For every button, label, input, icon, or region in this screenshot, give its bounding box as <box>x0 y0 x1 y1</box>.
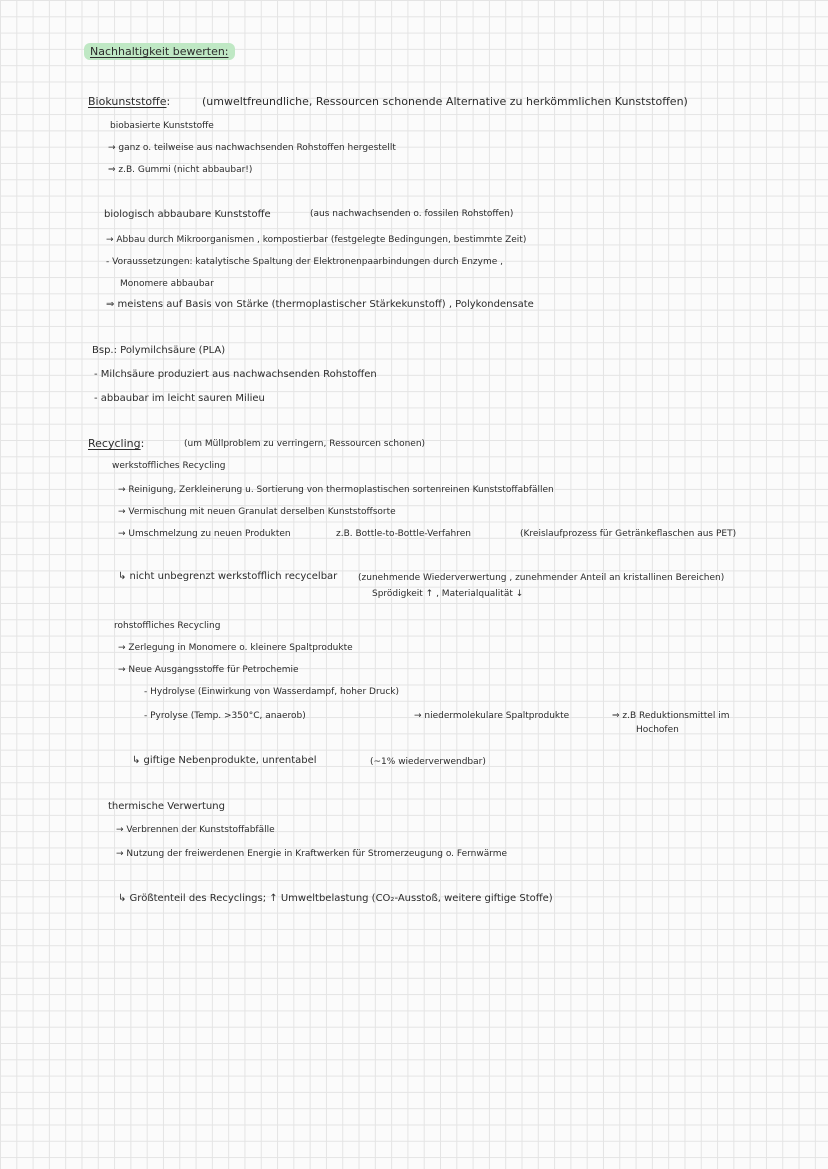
abbaubar-label: biologisch abbaubare Kunststoffe <box>104 209 271 220</box>
example-line: - Milchsäure produziert aus nachwachsenden Rohstoffen <box>94 369 377 380</box>
thermisch-label: thermische Verwertung <box>108 801 225 812</box>
heading-text: Biokunststoffe <box>88 95 167 108</box>
biobasiert-label: biobasierte Kunststoffe <box>110 121 214 131</box>
werkstofflich-example: z.B. Bottle-to-Bottle-Verfahren <box>336 529 471 539</box>
werkstofflich-line: → Reinigung, Zerkleinerung u. Sortierung von thermoplastischen sortenreinen Kunststoffabfällen <box>118 485 554 495</box>
abbaubar-note: (aus nachwachsenden o. fossilen Rohstoffen) <box>310 209 514 219</box>
werkstofflich-conclusion-sub: Sprödigkeit ↑ , Materialqualität ↓ <box>372 589 524 599</box>
example-label: Bsp.: Polymilchsäure (PLA) <box>92 345 226 356</box>
abbaubar-line: - Voraussetzungen: katalytische Spaltung der Elektronenpaarbindungen durch Enzyme , <box>106 257 504 267</box>
werkstofflich-line: → Umschmelzung zu neuen Produkten <box>118 529 291 539</box>
pyrolyse-example-cont: Hochofen <box>636 725 679 735</box>
hydrolyse-line: - Hydrolyse (Einwirkung von Wasserdampf, hoher Druck) <box>144 687 400 697</box>
biobasiert-line: ⇒ z.B. Gummi (nicht abbaubar!) <box>108 165 253 175</box>
thermisch-conclusion: ↳ Größtenteil des Recyclings; ↑ Umweltbelastung (CO₂-Ausstoß, weitere giftige Stoffe) <box>118 893 553 904</box>
heading-suffix: : <box>140 437 145 450</box>
rohstofflich-conclusion-note: (~1% wiederverwendbar) <box>370 757 486 767</box>
page-title: Nachhaltigkeit bewerten: <box>84 46 235 57</box>
thermisch-line: → Nutzung der freiwerdenen Energie in Kraftwerken für Stromerzeugung o. Fernwärme <box>116 849 508 859</box>
werkstofflich-conclusion: ↳ nicht unbegrenzt werkstofflich recycelbar <box>118 571 338 582</box>
werkstofflich-example-note: (Kreislaufprozess für Getränkeflaschen aus PET) <box>520 529 737 539</box>
heading-suffix: : <box>166 95 171 108</box>
thermisch-line: → Verbrennen der Kunststoffabfälle <box>116 825 275 835</box>
section-heading-recycling <box>88 438 144 449</box>
pyrolyse-example: ⇒ z.B Reduktionsmittel im <box>612 711 730 721</box>
rohstofflich-label: rohstoffliches Recycling <box>114 621 221 631</box>
heading-text: Recycling <box>88 437 141 450</box>
rohstofflich-line: → Neue Ausgangsstoffe für Petrochemie <box>118 665 299 675</box>
pyrolyse-line: - Pyrolyse (Temp. >350°C, anaerob) <box>144 711 306 721</box>
biobasiert-line: → ganz o. teilweise aus nachwachsenden Rohstoffen hergestellt <box>108 143 396 153</box>
werkstofflich-line: → Vermischung mit neuen Granulat derselben Kunststoffsorte <box>118 507 396 517</box>
example-line: - abbaubar im leicht sauren Milieu <box>94 393 265 404</box>
werkstofflich-conclusion-note: (zunehmende Wiederverwertung , zunehmender Anteil an kristallinen Bereichen) <box>358 573 725 583</box>
biokunststoffe-description: (umweltfreundliche, Ressourcen schonende Alternative zu herkömmlichen Kunststoffen) <box>202 95 688 108</box>
abbaubar-line: Monomere abbaubar <box>120 279 214 289</box>
pyrolyse-result: → niedermolekulare Spaltprodukte <box>414 711 570 721</box>
section-heading-biokunststoffe <box>88 96 170 107</box>
recycling-description: (um Müllproblem zu verringern, Ressourcen schonen) <box>184 439 426 449</box>
werkstofflich-label: werkstoffliches Recycling <box>112 461 226 471</box>
abbaubar-line: ⇒ meistens auf Basis von Stärke (thermoplastischer Stärkekunstoff) , Polykondensate <box>106 299 534 310</box>
rohstofflich-line: → Zerlegung in Monomere o. kleinere Spaltprodukte <box>118 643 353 653</box>
rohstofflich-conclusion: ↳ giftige Nebenprodukte, unrentabel <box>132 755 317 766</box>
abbaubar-line: → Abbau durch Mikroorganismen , kompostierbar (festgelegte Bedingungen, bestimmte Zeit) <box>106 235 527 245</box>
